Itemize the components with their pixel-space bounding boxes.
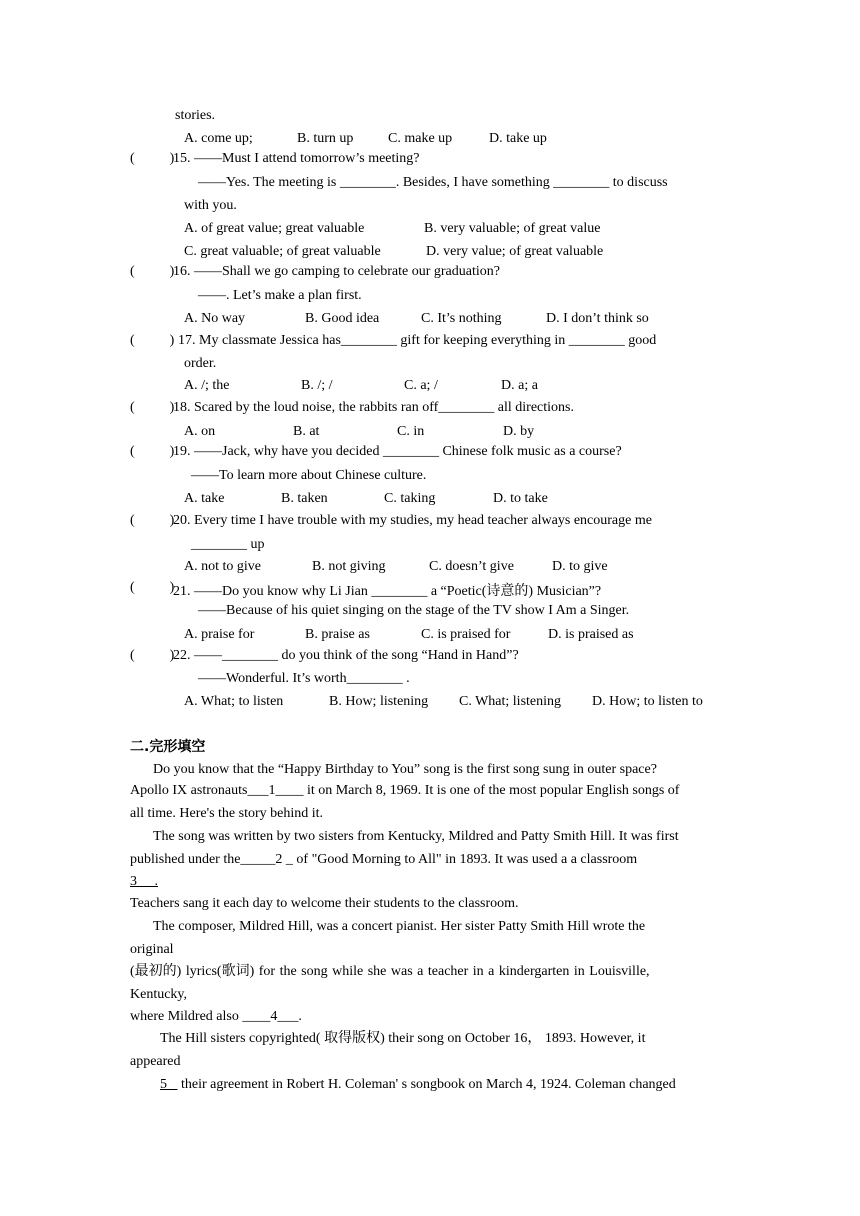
option-b: B. turn up <box>297 131 354 146</box>
option-c: C. is praised for <box>421 627 511 642</box>
option-b: B. taken <box>281 491 328 506</box>
question-15-line2: ——Yes. The meeting is ________. Besides, I have something ________ to discuss <box>198 175 668 190</box>
option-b: B. not giving <box>312 559 386 574</box>
answer-paren-15[interactable]: ( ) <box>130 151 175 166</box>
blank-4[interactable]: ____4___ <box>242 1009 299 1024</box>
cloze-p2: The song was written by two sisters from Kentucky, Mildred and Patty Smith Hill. It was first <box>153 829 679 844</box>
blank-3[interactable]: 3 . <box>130 874 158 889</box>
cloze-p1: Do you know that the “Happy Birthday to You” song is the first song sung in outer space? <box>153 762 657 777</box>
option-c: C. in <box>397 424 425 439</box>
question-19-options <box>184 490 548 508</box>
option-a: A. of great value; great valuable <box>184 221 365 236</box>
question-18-options <box>184 423 534 441</box>
option-c: C. What; listening <box>459 694 562 709</box>
question-22-line2: ——Wonderful. It’s worth________ . <box>198 671 410 686</box>
blank-2[interactable]: _____2 _ <box>240 852 293 867</box>
cloze-p3: The composer, Mildred Hill, was a concert pianist. Her sister Patty Smith Hill wrote the <box>153 919 646 934</box>
option-d: D. take up <box>489 131 547 146</box>
question-21-options <box>184 626 634 644</box>
question-15-line3: with you. <box>184 198 237 213</box>
cloze-p4-line2: appeared <box>130 1054 181 1069</box>
option-d: D. a; a <box>501 378 538 393</box>
question-15-options-row1 <box>184 220 600 238</box>
question-20-stem: 20. Every time I have trouble with my studies, my head teacher always encourage me <box>173 513 652 528</box>
question-18-stem: 18. Scared by the loud noise, the rabbits ran off________ all directions. <box>173 400 574 415</box>
question-20-options <box>184 558 608 576</box>
cloze-p3-line5 <box>130 1008 302 1026</box>
cloze-p1-line2 <box>130 782 679 800</box>
option-a: A. come up; <box>184 131 253 146</box>
question-16-stem: 16. ——Shall we go camping to celebrate our graduation? <box>173 264 500 279</box>
option-c: C. taking <box>384 491 436 506</box>
text-segment: published under the <box>130 852 241 867</box>
question-17-options <box>184 377 538 395</box>
option-a: A. praise for <box>184 627 255 642</box>
option-d: D. is praised as <box>548 627 634 642</box>
question-20-line2: ________ up <box>191 537 265 552</box>
option-b: B. praise as <box>305 627 370 642</box>
option-d: D. I don’t think so <box>546 311 649 326</box>
option-c: C. a; / <box>404 378 438 393</box>
cloze-p3-line4: Kentucky, <box>130 987 188 1002</box>
option-b: B. at <box>293 424 320 439</box>
cloze-p3-line3: (最初的) lyrics(歌词) for the song while she was a teacher in a kindergarten in Louisville, <box>130 964 650 979</box>
question-22-stem: 22. ——________ do you think of the song “Hand in Hand”? <box>173 648 519 663</box>
question-17-line2: order. <box>184 356 217 371</box>
option-b: B. very valuable; of great value <box>424 221 601 236</box>
cloze-p3-line2: original <box>130 942 174 957</box>
option-c: C. great valuable; of great valuable <box>184 244 381 259</box>
option-b: B. Good idea <box>305 311 380 326</box>
option-d: D. very value; of great valuable <box>426 244 604 259</box>
question-22-options <box>184 693 703 711</box>
q14-options <box>184 130 547 148</box>
question-17-stem: 17. My classmate Jessica has________ gift for keeping everything in ________ good <box>178 333 657 348</box>
option-c: C. It’s nothing <box>421 311 502 326</box>
option-b: B. /; / <box>301 378 333 393</box>
question-19-line2: ——To learn more about Chinese culture. <box>191 468 427 483</box>
blank-5[interactable]: 5 <box>160 1077 178 1092</box>
question-15-stem: 15. ——Must I attend tomorrow’s meeting? <box>173 151 420 166</box>
blank-1[interactable]: ___1____ <box>247 783 304 798</box>
cloze-p2-line4: Teachers sang it each day to welcome their students to the classroom. <box>130 896 519 911</box>
answer-paren-20[interactable]: ( ) <box>130 513 175 528</box>
option-a: A. not to give <box>184 559 261 574</box>
option-d: D. by <box>503 424 535 439</box>
text-segment: of "Good Morning to All" in 1893. It was used a a classroom <box>292 852 638 867</box>
option-b: B. How; listening <box>329 694 429 709</box>
option-a: A. take <box>184 491 225 506</box>
option-a: A. What; to listen <box>184 694 284 709</box>
section-title: 二.完形填空 <box>130 739 206 755</box>
text-segment: their agreement in Robert H. Coleman' s songbook on March 4, 1924. Coleman changed <box>177 1077 676 1092</box>
option-c: C. make up <box>388 131 453 146</box>
answer-paren-21[interactable]: ( ) <box>130 580 175 595</box>
option-a: A. on <box>184 424 216 439</box>
text-segment: where Mildred also <box>130 1009 243 1024</box>
option-d: D. to take <box>493 491 548 506</box>
answer-paren-18[interactable]: ( ) <box>130 400 175 415</box>
option-d: D. to give <box>552 559 608 574</box>
text-segment: Apollo IX astronauts <box>130 783 248 798</box>
text-segment: it on March 8, 1969. It is one of the most popular English songs of <box>303 783 680 798</box>
option-d: D. How; to listen to <box>592 694 703 709</box>
text-segment: . <box>298 1009 302 1024</box>
answer-paren-19[interactable]: ( ) <box>130 444 175 459</box>
question-19-stem: 19. ——Jack, why have you decided ________ Chinese folk music as a course? <box>173 444 622 459</box>
answer-paren-17[interactable]: ( ) <box>130 333 175 348</box>
answer-paren-16[interactable]: ( ) <box>130 264 175 279</box>
option-a: A. No way <box>184 311 246 326</box>
option-c: C. doesn’t give <box>429 559 514 574</box>
question-16-line2: ——. Let’s make a plan first. <box>198 288 362 303</box>
question-21-stem: 21. ——Do you know why Li Jian ________ a “Poetic(诗意的) Musician”? <box>173 584 602 599</box>
question-15-options-row2 <box>184 243 603 261</box>
cloze-p4-line3 <box>160 1076 676 1094</box>
answer-paren-22[interactable]: ( ) <box>130 648 175 663</box>
question-21-line2: ——Because of his quiet singing on the stage of the TV show I Am a Singer. <box>198 603 630 618</box>
option-a: A. /; the <box>184 378 230 393</box>
intro-line: stories. <box>175 108 216 123</box>
cloze-p2-line2 <box>130 851 637 869</box>
cloze-p1-line3: all time. Here's the story behind it. <box>130 806 324 821</box>
cloze-p4: The Hill sisters copyrighted( 取得版权) their song on October 16， 1893. However, it <box>160 1031 646 1046</box>
question-16-options <box>184 310 649 328</box>
